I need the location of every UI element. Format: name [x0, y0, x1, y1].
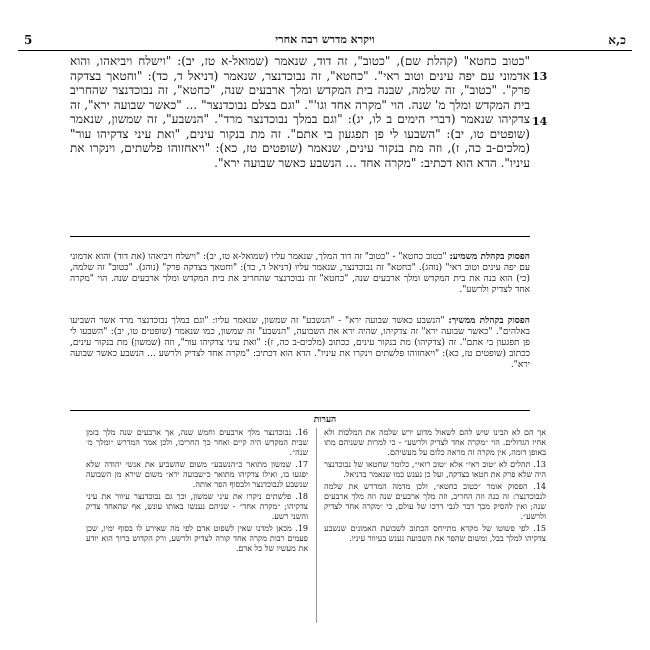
page-header [18, 32, 632, 51]
commentary-b-title: הפסוק בקהלת ממשיך: [448, 316, 530, 326]
main-divider [70, 236, 530, 237]
page-number: 5 [24, 33, 33, 47]
commentary-block-a [70, 252, 530, 308]
commentary-a-title: הפסוק בקהלת משמיע: [449, 252, 530, 262]
main-midrash-text [70, 54, 530, 218]
notes-column-left [86, 428, 308, 623]
note-paragraph: אך הם לא הבינו שיש להם לשאול מדוע ירש שלמה את המלכות ולא אחיו הגדולים. הוי ״מקרה אחד לצדיק ולרשע״ - כי למרות ששניהם מתו באופן דומה, אין מקרה זה מראה כלום על מעשיהם. [324, 428, 546, 457]
midrash-paragraph: "כטוב כחטא" (קהלת שם), "כטוב", זה דוד, שנאמר (שמואל-א טז, יב): "וישלח ויביאהו, והוא אדמוני עם יפה עינים וטוב ראי". "כחטא", זה נבוכדנצר, שנאמר (דניאל ד, כד): "וחטאך בצדקה פרק". "כטוב", זה שלמה, שבנה בית המקדש ומלך ארבעים שנה, "כחטא", זה נבוכדנצר שהחריב בית המקדש ומלך מ' שנה. הוי "מקרה אחד וגו'". "וגם בצלם נבוכדנצר" ... "כאשר שבועה ירא", זה צדקיהו שנאמר (דברי הימים ב לו, יג): "וגם במלך נבוכדנצר מרד". "הנשבע", זה שמשון, שנאמר (שופטים טו, יב): "השבעו לי פן תפגעון בי אתם". זה מת בנקור עינים, "ואת עיני צדקיהו עור" (מלכים-ב כה, ז), וזה מת בנקור עינים, שנאמר (שופטים טז, כא): "ויאחזוהו פלשתים, וינקרו את עיניו". הדא הוא דכתיב: "מקרה אחד ... הנשבע כאשר שבועה ירא". [70, 54, 530, 170]
notes-column-right [324, 428, 546, 623]
column-separator [316, 428, 317, 623]
note-paragraph: 13. תהלים לא ״טוב ראי״ אלא ״טוב רואי״, כלומר שחטאו של נבוכדנצר היה שלא פרק את חטאו בצדקה, ועל כן נענש כמו שנאמר בדניאל. [324, 460, 546, 479]
running-title: ויקרא מדרש רבה אחרי [275, 33, 375, 46]
commentary-b-text: "הנשבע כאשר שבועה ירא" - "הנשבע" זה שמשון, שנאמר עליו: "וגם במלך נבוכדנצר מרד אשר השביעו באלהים". "כאשר שבועה ירא" זה צדקיהו, שהיה ירא את השבועה, "הנשבע" זה שמשון, כמו שנאמר (שופטים טו, יב): "השבעו לי פן תפגעון בי אתם". זה (צדקיהו) מת בנקור עינים, ככתוב (מלכים-ב כה, ז): "ואת עיני צדקיהו עור", וזה (שמשון) מת בנקור עינים, ככתוב (שופטים טז, כא): "ויאחזוהו פלשתים וינקרו את עיניו". הדא הוא דכתיב: "מקרה אחד לצדיק ולרשע ... הנשבע כאשר שבועה ירא". [70, 316, 530, 370]
side-number-13: 13 [532, 70, 548, 83]
commentary-block-b [70, 316, 530, 406]
side-number-14: 14 [532, 115, 548, 128]
note-paragraph: 17. שמשון מתואר כ״הנשבע״ משום שהשביע את אנשי יהודה שלא יפגעו בו, ואילו צדקיהו מתואר כ״שבועה ירא״ משום שירא מן השבועה שנשבע לנבוכדנצר ולבסוף הפר אותה. [86, 460, 308, 489]
note-paragraph: 18. פלשתים ניקרו את עיני שמשון, וכך גם נבוכדנצר עיוור את עיני צדקיהו; ״מקרה אחד״ - שניהם נענשו באותו עונש, אף שהאחד צדיק והשני רשע. [86, 492, 308, 521]
chapter-marker: כ,א [608, 33, 626, 47]
notes-heading: הערות [313, 415, 337, 425]
note-paragraph: 16. נבוכדנצר מלך ארבעים וחמש שנה, אך ארבעים שנה מלך בזמן שבית המקדש היה קיים ואחר כך החריבו, ולכן אמר המדרש ״ומלך מ׳ שנה״. [86, 428, 308, 457]
note-paragraph: 14. הפסוק אומר ״כטוב כחטא״, ולכן מדמה המדרש את שלמה לנבוכדנצר: זה בנה וזה החריב, וזה מלך ארבעים שנה וזה מלך ארבעים שנה; ואין להסיק מכך דבר לגבי דרכו של עולם, כי ״מקרה אחד לצדיק ולרשע״. [324, 482, 546, 521]
notes-divider [70, 410, 530, 411]
note-paragraph: 15. לפי פשוטו של מקרא מתייחס הכתוב לשבועת האמונים שנשבע צדקיהו למלך בבל, ומשום שהפר את השבועה נענש בעיוור עיניו. [324, 524, 546, 543]
commentary-a-text: "כטוב כחטא" - "כטוב" זה דוד המלך, שנאמר עליו (שמואל-א טז, יב): "וישלח ויביאהו (את דוד) והוא אדמוני עם יפה עינים וטוב ראי" (נוהג). "כחטא" זה נבוכדנצר, שנאמר עליו (דניאל ד, כד): "וחטאך בצדקה פרק" (נוהג). "כטוב" זה שלמה, (כי) הוא בנה את בית המקדש ומלך ארבעים שנה, "כחטא" זה נבוכדנצר שהחריב את בית המקדש ומלך ארבעים שנה. הוי "מקרה אחד לצדיק ולרשע". [70, 252, 530, 295]
note-paragraph: 19. מכאן למדנו שאין לשפוט אדם לפי מה שאירע לו בסוף ימיו, שכן פעמים רבות מקרה אחד קורה לצדיק ולרשע, ורק הקדוש ברוך הוא יודע את מעשיו של כל אדם. [86, 524, 308, 553]
